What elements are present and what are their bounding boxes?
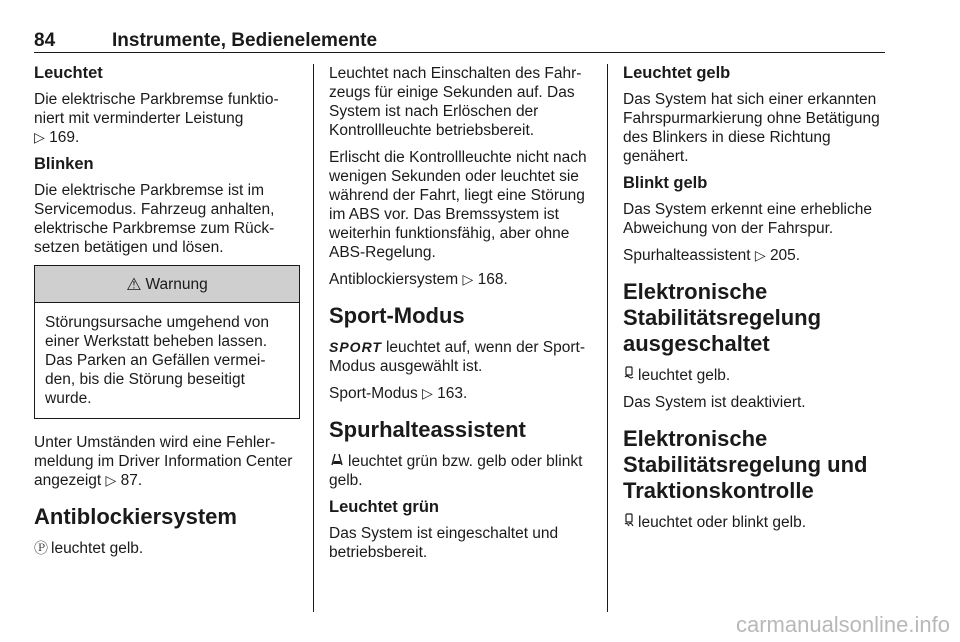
paragraph: Ⓟ leuchtet gelb. — [34, 540, 144, 557]
heading-blinken: Blinken — [34, 155, 94, 173]
column-divider — [607, 64, 608, 612]
page-ref[interactable]: 87. — [120, 472, 143, 489]
page-ref-arrow-icon: ▷ — [422, 385, 433, 401]
column-1 — [34, 64, 300, 566]
paragraph: Die elektrische Parkbremse ist im Servicemodus. Fahrzeug anhalten, elektrische Parkbremse zum Rücksetzen betätigen und lösen. — [34, 182, 275, 256]
page-ref-arrow-icon: ▷ — [754, 247, 766, 263]
page-number: 84 — [34, 30, 56, 51]
heading-leuchtet: Leuchtet — [34, 64, 103, 82]
page-ref[interactable]: 163. — [437, 385, 468, 402]
warning-text: Störungsursache umgehend von einer Werkstatt beheben lassen. Das Parken an Gefällen vermeiden, bis die Störung beseitigt wurde. — [45, 314, 270, 407]
page-ref[interactable]: 205. — [769, 247, 801, 264]
page-ref-arrow-icon: ▷ — [105, 472, 117, 488]
paragraph: Unter Umständen wird eine Fehlermeldung im Driver Information Center angezeigt ▷ 87. — [34, 434, 293, 489]
page-ref[interactable]: 169. — [49, 129, 80, 146]
abs-warning-icon: Ⓟ — [34, 540, 48, 556]
paragraph: Das System erkennt eine erhebliche Abweichung von der Fahrspur. — [623, 201, 872, 237]
column-divider — [313, 64, 314, 612]
paragraph: Sport-Modus ▷ 163. — [329, 385, 468, 402]
heading-blinkt-gelb: Blinkt gelb — [623, 174, 708, 192]
paragraph: SPORT leuchtet auf, wenn der Sport-Modus ausgewählt ist. — [329, 339, 586, 375]
page-ref[interactable]: 168. — [477, 271, 508, 288]
heading-esc-ausgeschaltet: Elektronische Stabilitätsregelung ausgeschaltet — [623, 279, 822, 356]
paragraph: Spurhalteassistent ▷ 205. — [623, 247, 801, 264]
paragraph: Das System ist eingeschaltet und betriebsbereit. — [329, 525, 559, 561]
heading-spurhalteassistent: Spurhalteassistent — [329, 417, 526, 442]
page-ref-arrow-icon: ▷ — [34, 129, 45, 145]
heading-leuchtet-gruen: Leuchtet grün — [329, 498, 439, 516]
paragraph: Antiblockiersystem ▷ 168. — [329, 271, 508, 288]
paragraph: Das System hat sich einer erkannten Fahrspurmarkierung ohne Betätigung des Blinkers in diese Richtung genähert. — [623, 91, 880, 165]
heading-leuchtet-gelb: Leuchtet gelb — [623, 64, 731, 82]
lane-keep-assist-icon — [329, 452, 345, 471]
page-header — [34, 30, 885, 53]
warning-header: ⚠ Warnung — [35, 266, 299, 303]
paragraph: leuchtet grün bzw. gelb oder blinkt gelb. — [329, 453, 583, 489]
paragraph: Leuchtet nach Einschalten des Fahrzeugs für einige Sekunden auf. Das System ist nach Erlöschen der Kontrollleuchte betriebsbereit. — [329, 65, 582, 139]
page-title: Instrumente, Bedienelemente — [112, 30, 378, 51]
column-2 — [329, 64, 594, 570]
watermark: carmanualsonline.info — [735, 612, 950, 637]
page-ref-arrow-icon: ▷ — [462, 271, 474, 287]
warning-triangle-icon: ⚠ — [126, 274, 142, 294]
column-3 — [623, 64, 888, 540]
heading-antiblockiersystem: Antiblockiersystem — [34, 504, 237, 529]
heading-sport-modus: Sport-Modus — [329, 303, 465, 328]
paragraph: leuchtet gelb. — [623, 366, 888, 385]
paragraph: Das System ist deaktiviert. — [623, 394, 806, 411]
paragraph: leuchtet oder blinkt gelb. — [623, 513, 888, 532]
warning-box — [34, 265, 300, 419]
paragraph: Erlischt die Kontrollleuchte nicht nach wenigen Sekunden oder leuchtet sie während der Fahrt, liegt eine Störung im ABS vor. Das Bremssystem ist weiterhin funktionsfähig, aber ohne ABS-Regelung. — [329, 149, 587, 261]
paragraph: Die elektrische Parkbremse funktioniert mit verminderter Leistung ▷ 169. — [34, 91, 279, 146]
esc-traction-icon — [623, 513, 635, 532]
sport-mode-icon: SPORT — [329, 339, 382, 355]
esc-off-icon — [623, 366, 635, 385]
heading-esc-traktionskontrolle: Elektronische Stabilitätsregelung und Traktionskontrolle — [623, 426, 868, 503]
